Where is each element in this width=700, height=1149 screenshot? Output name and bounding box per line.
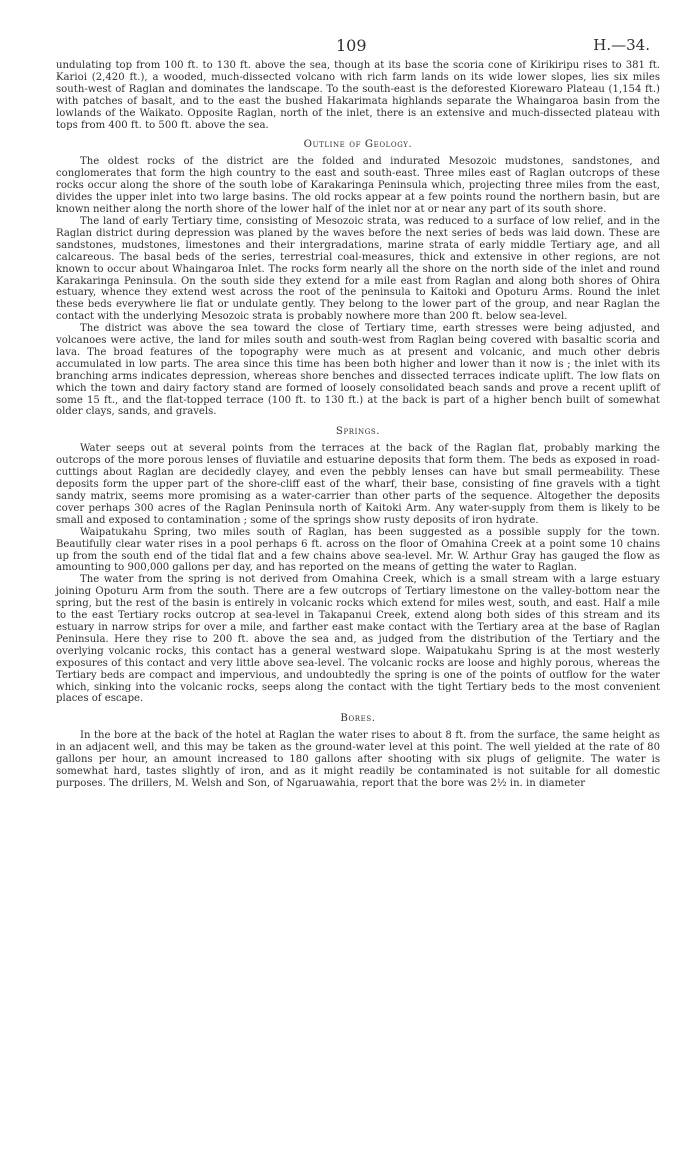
- springs-paragraph-1: Water seeps out at several points from the terraces at the back of the Raglan flat, probably marking the outcrops of the more porous lenses of fluviatile and estuarine deposits that form them. The beds as exposed in road-cuttings about Raglan are decidedly clayey, and even the pebbly lenses can have but small permeability. These deposits form the upper part of the shore-cliff east of the wharf, their base, consisting of fine gravels with a tight sandy matrix, seems more promising as a water-carrier than other parts of the sequence. Altogether the deposits cover perhaps 300 acres of the Raglan Peninsula north of Kaitoki Arm. Any water-supply from them is likely to be small and exposed to contamination ; some of the springs show rusty deposits of iron hydrate.: [56, 443, 660, 526]
- springs-paragraph-3: The water from the spring is not derived from Omahina Creek, which is a small stream with a large estuary joining Opoturu Arm from the south. There are a few outcrops of Tertiary limestone on the valley-bottom near the spring, but the rest of the basin is entirely in volcanic rocks which extend for miles west, south, and east. Half a mile to the east Tertiary rocks outcrop at sea-level in Takapanui Creek, extend along both sides of this stream and its estuary in narrow strips for over a mile, and farther east make contact with the Tertiary area at the base of Raglan Peninsula. Here they rise to 200 ft. above the sea and, as judged from the distribution of the Tertiary and the overlying volcanic rocks, this contact has a general westward slope. Waipatukahu Spring is at the most westerly exposures of this contact and very little above sea-level. The volcanic rocks are loose and highly porous, whereas the Tertiary beds are compact and impervious, and undoubtedly the spring is one of the points of outflow for the water which, sinking into the volcanic rocks, seeps along the contact with the tight Tertiary beds to the most convenient places of escape.: [56, 574, 660, 705]
- document-reference: H.—34.: [593, 36, 650, 54]
- intro-paragraph: undulating top from 100 ft. to 130 ft. above the sea, though at its base the scoria cone of Kirikiripu rises to 381 ft. Karioi (2,420 ft.), a wooded, much-dissected volcano with rich farm lands on its wide lower slopes, lies six miles south-west of Raglan and dominates the landscape. To the south-east is the deforested Kiorewaro Plateau (1,154 ft.) with patches of basalt, and to the east the bushed Hakarimata highlands separate the Whaingaroa basin from the lowlands of the Waikato. Opposite Raglan, north of the inlet, there is an extensive and much-dissected plateau with tops from 400 ft. to 500 ft. above the sea.: [56, 60, 660, 131]
- section-heading-geology: Outline of Geology.: [303, 139, 413, 151]
- geology-paragraph-1: The oldest rocks of the district are the folded and indurated Mesozoic mudstones, sandstones, and conglomerates that form the high country to the east and south-east. Three miles east of Raglan outcrops of these rocks occur along the shore of the south lobe of Karakaringa Peninsula which, projecting three miles from the east, divides the upper inlet into two large basins. The old rocks appear at a few points round the northern basin, but are known neither along the north shore of the lower half of the inlet nor at or near any part of its south shore.: [56, 156, 660, 216]
- bores-paragraph-1: In the bore at the back of the hotel at Raglan the water rises to about 8 ft. from the surface, the same height as in an adjacent well, and this may be taken as the ground-water level at this point. The well yielded at the rate of 80 gallons per hour, an amount increased to 180 gallons after shooting with six plugs of gelignite. The water is somewhat hard, tastes slightly of iron, and as it might readily be contaminated is not suitable for all domestic purposes. The drillers, M. Welsh and Son, of Ngaruawahia, report that the bore was 2½ in. in diameter: [56, 730, 660, 789]
- section-heading-bores: Bores.: [340, 713, 376, 725]
- page-number: 109: [336, 36, 367, 55]
- geology-paragraph-2: The land of early Tertiary time, consisting of Mesozoic strata, was reduced to a surface of low relief, and in the Raglan district during depression was planed by the waves before the next series of beds was laid down. These are sandstones, mudstones, limestones and their intergradations, marine strata of early middle Tertiary age, and all calcareous. The basal beds of the series, terrestrial coal-measures, thick and extensive in other regions, are not known to occur about Whaingaroa Inlet. The rocks form nearly all the shore on the north side of the inlet and round Karakaringa Peninsula. On the south side they extend for a mile east from Raglan and along both shores of Ohira estuary, whence they extend west across the root of the peninsula to Kaitoki and Opoturu Arms. Round the inlet these beds everywhere lie flat or undulate gently. They belong to the lower part of the group, and near Raglan the contact with the underlying Mesozoic strata is probably nowhere more than 200 ft. below sea-level.: [56, 215, 660, 323]
- springs-paragraph-2: Waipatukahu Spring, two miles south of Raglan, has been suggested as a possible supply for the town. Beautifully clear water rises in a pool perhaps 6 ft. across on the floor of Omahina Creek at a point some 10 chains up from the south end of the tidal flat and a few chains above sea-level. Mr. W. Arthur Gray has gauged the flow as amounting to 900,000 gallons per day, and has reported on the means of getting the water to Raglan.: [56, 526, 660, 574]
- page-header: [56, 36, 660, 60]
- section-heading-springs: Springs.: [335, 426, 381, 438]
- geology-paragraph-3: The district was above the sea toward the close of Tertiary time, earth stresses were being adjusted, and volcanoes were active, the land for miles south and south-west from Raglan being covered with basaltic scoria and lava. The broad features of the topography were much as at present and volcanic, and much other debris accumulated in low parts. The area since this time has been both higher and lower than it now is ; the inlet with its branching arms indicates depression, whereas shore benches and dissected terraces indicate uplift. The low flats on which the town and dairy factory stand are formed of loosely consolidated beach sands and prove a recent uplift of some 15 ft., and the flat-topped terrace (100 ft. to 130 ft.) at the back is part of a higher bench built of somewhat older clays, sands, and gravels.: [56, 323, 660, 418]
